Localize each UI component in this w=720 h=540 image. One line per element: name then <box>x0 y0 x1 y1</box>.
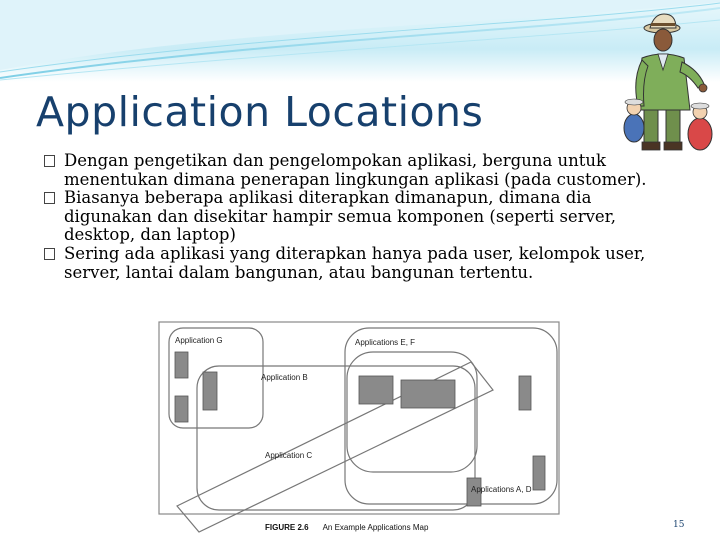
header-band <box>0 0 720 82</box>
bullet-item <box>44 189 684 245</box>
figure-caption-number: FIGURE 2.6 <box>265 523 309 532</box>
figure-caption-text: An Example Applications Map <box>322 523 429 532</box>
label-application-g: Application G <box>175 336 223 345</box>
bullet-text: Dengan pengetikan dan pengelompokan aplikasi, berguna untuk menentukan dimana penerapan lingkungan aplikasi (pada customer). <box>64 151 647 189</box>
bullet-text: Biasanya beberapa aplikasi diterapkan dimanapun, dimana dia digunakan dan disekitar hampir semua komponen (seperti server, desktop, dan laptop) <box>64 188 616 245</box>
bullet-box-icon <box>44 248 55 260</box>
label-applications-ef: Applications E, F <box>355 338 416 347</box>
explorer-guide-clipart-icon <box>620 10 716 160</box>
bullet-item <box>44 245 684 282</box>
header-wave-icon <box>0 0 720 82</box>
page-number: 15 <box>673 520 685 530</box>
applications-map-figure <box>155 318 565 540</box>
bullet-box-icon <box>44 155 55 167</box>
bullet-text: Sering ada aplikasi yang diterapkan hanya pada user, kelompok user, server, lantai dalam bangunan, atau bangunan tertentu. <box>64 243 646 282</box>
applications-map-diagram <box>155 318 565 540</box>
bullet-list <box>44 152 684 282</box>
label-application-b: Application B <box>261 373 308 382</box>
figure-caption <box>265 523 428 532</box>
label-applications-ad: Applications A, D <box>471 485 532 494</box>
bullet-item <box>44 152 684 189</box>
bullet-box-icon <box>44 192 55 204</box>
label-application-c: Application C <box>265 451 313 460</box>
slide-title: Application Locations <box>36 88 484 136</box>
